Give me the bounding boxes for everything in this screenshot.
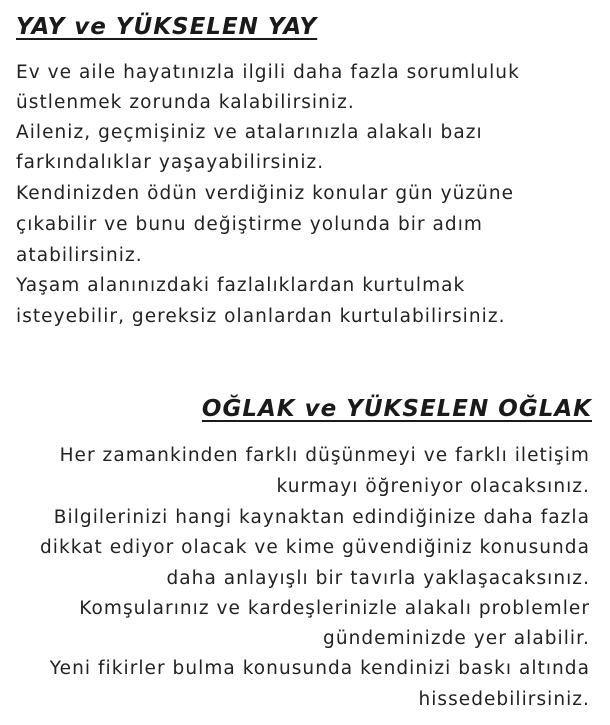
body-line: hissedebilirsiniz. [418,689,590,710]
body-line: Bilgilerinizi hangi kaynaktan edindiğinize daha fazla [53,507,590,528]
body-line: gündeminizde yer alabilir. [323,628,590,649]
body-line: üstlenmek zorunda kalabilirsiniz. [16,92,355,113]
body-line: Yaşam alanınızdaki fazlalıklardan kurtulmak [16,275,466,296]
body-line: çıkabilir ve bunu değiştirme yolunda bir adım [16,214,483,235]
body-line: kurmayı öğreniyor olacaksınız. [276,476,590,497]
body-line: dikkat ediyor olacak ve kime güvendiğiniz konusunda [39,537,590,558]
body-line: isteyebilir, gereksiz olanlardan kurtulabilirsiniz. [16,306,506,327]
body-line: atabilirsiniz. [16,245,143,266]
section-heading: OĞLAK ve YÜKSELEN OĞLAK [201,396,592,422]
body-line: Komşularınız ve kardeşlerinizle alakalı problemler [79,598,590,619]
body-line: farkındalıklar yaşayabilirsiniz. [16,152,325,173]
body-line: daha anlayışlı bir tavırla yaklaşacaksınız. [166,568,590,589]
body-line: Aileniz, geçmişiniz ve atalarınızla alakalı bazı [16,122,483,143]
body-line: Ev ve aile hayatınızla ilgili daha fazla sorumluluk [16,62,520,83]
body-line: Kendinizden ödün verdiğiniz konular gün yüzüne [16,183,515,204]
body-line: Her zamankinden farklı düşünmeyi ve farklı iletişim [59,445,590,466]
body-line: Yeni fikirler bulma konusunda kendinizi baskı altında [49,658,590,679]
section-heading: YAY ve YÜKSELEN YAY [16,14,318,40]
